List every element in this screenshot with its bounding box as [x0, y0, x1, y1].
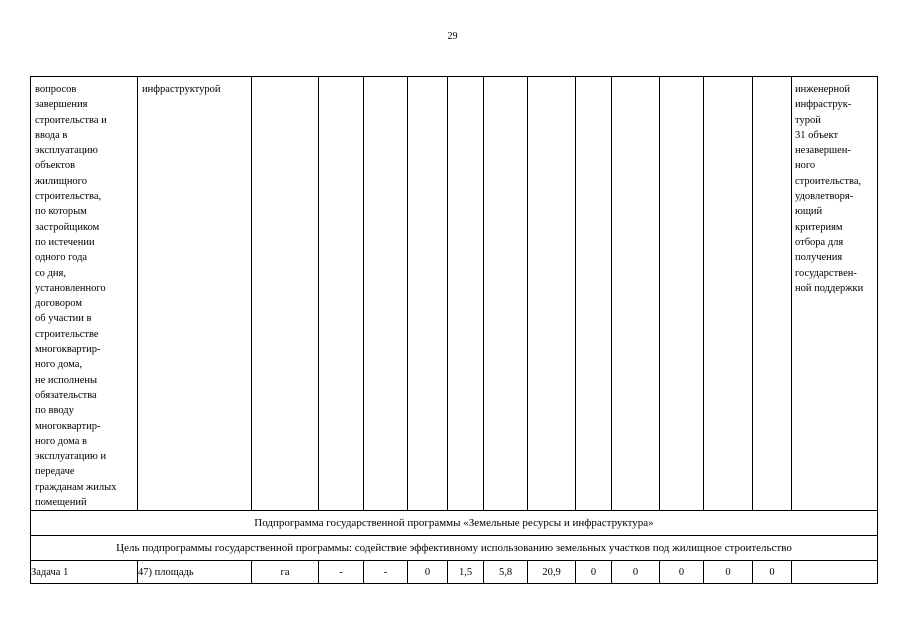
empty-cell [364, 77, 408, 511]
value-cell: 20,9 [528, 561, 576, 584]
subprogram-title: Подпрограмма государственной программы «Земельные ресурсы и инфраструктура» [31, 511, 878, 536]
indicator-cell: 47) площадь [138, 561, 252, 584]
empty-cell [704, 77, 753, 511]
empty-cell [660, 77, 704, 511]
indicator-description-cell [138, 77, 252, 511]
value-cell: 0 [408, 561, 448, 584]
empty-cell [528, 77, 576, 511]
continued-row [31, 77, 878, 511]
page-number: 29 [447, 31, 458, 42]
indicator-description-text: инфраструктурой [142, 84, 221, 95]
empty-cell [612, 77, 660, 511]
value-cell: 0 [612, 561, 660, 584]
expected-result-cell [792, 77, 878, 511]
subprogram-goal-row [31, 536, 878, 561]
value-cell: - [319, 561, 364, 584]
task-description-text: вопросов завершения строительства и ввода в эксплуатацию объектов жилищного строительства, по которым застройщиком по истечении одного года со дня, установленного договором об участии в строительстве многоквартир- ного дома, не исполнены обязательства по вводу многоквартир- ного дома в эксплуатацию и передаче гражданам жилых помещений [35, 84, 117, 509]
empty-cell [753, 77, 792, 511]
task-description-cell [31, 77, 138, 511]
empty-cell [252, 77, 319, 511]
empty-cell [576, 77, 612, 511]
value-cell: 5,8 [484, 561, 528, 584]
value-cell: 0 [704, 561, 753, 584]
task-cell: Задача 1 [31, 561, 138, 584]
empty-cell [448, 77, 484, 511]
table-row [31, 561, 878, 584]
empty-cell [319, 77, 364, 511]
unit-cell: га [252, 561, 319, 584]
value-cell: 0 [576, 561, 612, 584]
expected-result-text: инженерной инфраструк- турой 31 объект незавершен- ного строительства, удовлетворя- ющий критериям отбора для получения государствен- ной поддержки [795, 84, 864, 294]
indicators-table [30, 76, 878, 584]
value-cell: 0 [753, 561, 792, 584]
subprogram-title-row [31, 511, 878, 536]
value-cell: - [364, 561, 408, 584]
subprogram-goal: Цель подпрограммы государственной программы: содействие эффективному использованию земельных участков под жилищное строительство [31, 536, 878, 561]
empty-cell [408, 77, 448, 511]
empty-cell [484, 77, 528, 511]
value-cell: 1,5 [448, 561, 484, 584]
result-cell [792, 561, 878, 584]
value-cell: 0 [660, 561, 704, 584]
